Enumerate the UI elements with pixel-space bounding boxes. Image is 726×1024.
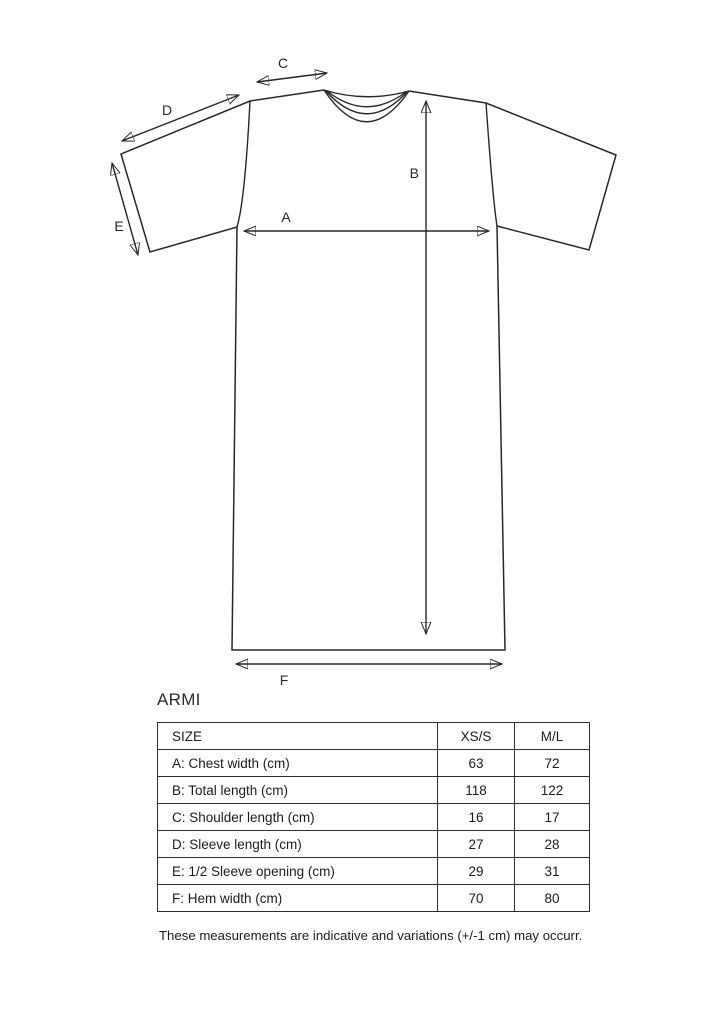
measurement-value-xs-s: 27	[438, 831, 515, 858]
measurement-value-m-l: 122	[515, 777, 590, 804]
measure-arrow-c	[257, 73, 327, 82]
measurement-value-xs-s: 118	[438, 777, 515, 804]
measure-label-d: D	[161, 102, 173, 118]
measurement-value-m-l: 31	[515, 858, 590, 885]
measurement-value-m-l: 72	[515, 750, 590, 777]
measurement-value-m-l: 17	[515, 804, 590, 831]
measurement-value-xs-s: 29	[438, 858, 515, 885]
size-table-header-xs-s: XS/S	[438, 723, 515, 750]
measurement-label: D: Sleeve length (cm)	[158, 831, 438, 858]
collar-back-neckline	[324, 90, 409, 97]
table-row	[158, 804, 590, 831]
collar-outer-arc	[324, 90, 409, 122]
table-row	[158, 858, 590, 885]
measure-label-c: C	[277, 55, 289, 71]
size-table-header-m-l: M/L	[515, 723, 590, 750]
right-armhole-seam	[486, 103, 497, 226]
measurement-value-xs-s: 70	[438, 885, 515, 912]
measurement-value-m-l: 28	[515, 831, 590, 858]
measurement-value-xs-s: 63	[438, 750, 515, 777]
left-armhole-seam	[237, 101, 250, 227]
measure-label-e: E	[114, 218, 124, 234]
table-row	[158, 885, 590, 912]
size-table-header-row	[158, 723, 590, 750]
measurement-label: C: Shoulder length (cm)	[158, 804, 438, 831]
product-title: ARMI	[157, 690, 201, 709]
measurement-label: E: 1/2 Sleeve opening (cm)	[158, 858, 438, 885]
table-row	[158, 831, 590, 858]
measurement-label: B: Total length (cm)	[158, 777, 438, 804]
measurement-value-xs-s: 16	[438, 804, 515, 831]
measurement-disclaimer: These measurements are indicative and variations (+/-1 cm) may occurr.	[159, 928, 583, 943]
measurement-label: F: Hem width (cm)	[158, 885, 438, 912]
measurement-value-m-l: 80	[515, 885, 590, 912]
table-row	[158, 777, 590, 804]
table-row	[158, 750, 590, 777]
size-table	[157, 722, 590, 912]
measure-label-f: F	[279, 672, 289, 688]
garment-outline	[121, 90, 616, 650]
measurement-label: A: Chest width (cm)	[158, 750, 438, 777]
measure-arrow-d	[122, 95, 239, 141]
measure-arrow-e	[112, 163, 138, 255]
measure-label-a: A	[281, 209, 291, 225]
size-table-header-size: SIZE	[158, 723, 438, 750]
measure-label-b: B	[409, 165, 419, 181]
